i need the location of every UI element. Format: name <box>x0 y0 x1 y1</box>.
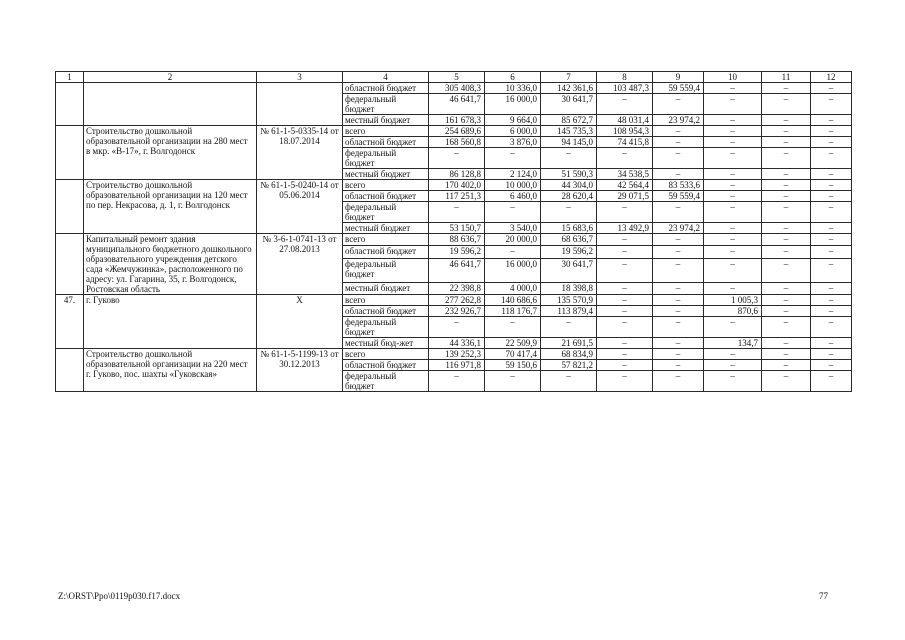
funding-source-cell: областной бюджет <box>343 360 429 371</box>
amount-cell: 16 000,0 <box>485 258 541 282</box>
amount-cell: – <box>762 148 811 169</box>
amount-cell: – <box>653 246 704 258</box>
amount-cell: 139 252,3 <box>429 349 485 360</box>
expertise-doc-cell <box>257 83 343 126</box>
row-number-cell <box>56 83 84 126</box>
amount-cell: – <box>704 360 762 371</box>
funding-source-cell: областной бюджет <box>343 137 429 148</box>
table-row <box>56 349 852 360</box>
header-cell: 9 <box>653 72 704 83</box>
funding-source-cell: областной бюджет <box>343 306 429 317</box>
amount-cell: 13 492,9 <box>597 223 653 234</box>
amount-cell: – <box>762 246 811 258</box>
amount-cell: – <box>429 202 485 223</box>
amount-cell: 22 509,9 <box>485 338 541 349</box>
amount-cell: 68 834,9 <box>541 349 597 360</box>
header-row <box>56 72 852 83</box>
amount-cell: – <box>811 258 852 282</box>
amount-cell: – <box>704 234 762 246</box>
funding-source-cell: федеральный бюджет <box>343 371 429 392</box>
amount-cell: 277 262,8 <box>429 295 485 306</box>
header-cell: 1 <box>56 72 84 83</box>
amount-cell: – <box>653 317 704 338</box>
amount-cell: – <box>762 169 811 180</box>
amount-cell: – <box>762 282 811 294</box>
row-number-cell <box>56 180 84 234</box>
amount-cell: – <box>429 371 485 392</box>
funding-source-cell: местный бюд-жет <box>343 338 429 349</box>
amount-cell: – <box>704 126 762 137</box>
amount-cell: – <box>653 202 704 223</box>
amount-cell: – <box>762 180 811 191</box>
amount-cell: – <box>653 295 704 306</box>
amount-cell: 59 150,6 <box>485 360 541 371</box>
object-name-cell: Строительство дошкольной образовательной организации на 220 мест г. Гуково, пос. шахты «Гуковская» <box>84 349 257 392</box>
amount-cell: – <box>811 115 852 126</box>
amount-cell: – <box>653 306 704 317</box>
amount-cell: 16 000,0 <box>485 94 541 115</box>
amount-cell: – <box>541 317 597 338</box>
amount-cell: 86 128,8 <box>429 169 485 180</box>
header-cell: 10 <box>704 72 762 83</box>
amount-cell: 254 689,6 <box>429 126 485 137</box>
amount-cell: 118 176,7 <box>485 306 541 317</box>
amount-cell: – <box>811 83 852 94</box>
amount-cell: – <box>762 202 811 223</box>
amount-cell: – <box>653 137 704 148</box>
amount-cell: – <box>429 317 485 338</box>
amount-cell: 94 145,0 <box>541 137 597 148</box>
amount-cell: – <box>653 371 704 392</box>
amount-cell: – <box>704 246 762 258</box>
amount-cell: 232 926,7 <box>429 306 485 317</box>
amount-cell: – <box>485 246 541 258</box>
amount-cell: – <box>762 258 811 282</box>
object-name-cell: г. Гуково <box>84 295 257 349</box>
amount-cell: – <box>762 295 811 306</box>
object-name-cell: Строительство дошкольной образовательной организации на 280 мест в мкр. «В-17», г. Волгодонск <box>84 126 257 180</box>
amount-cell: – <box>811 349 852 360</box>
amount-cell: 85 672,7 <box>541 115 597 126</box>
row-number-cell <box>56 234 84 295</box>
amount-cell: – <box>811 148 852 169</box>
amount-cell: – <box>597 258 653 282</box>
table-row <box>56 180 852 191</box>
table-body <box>56 72 852 392</box>
amount-cell: – <box>653 234 704 246</box>
amount-cell: – <box>762 306 811 317</box>
amount-cell: – <box>653 126 704 137</box>
amount-cell: 117 251,3 <box>429 191 485 202</box>
amount-cell: – <box>704 180 762 191</box>
amount-cell: – <box>541 202 597 223</box>
amount-cell: – <box>811 94 852 115</box>
page-number: 77 <box>819 591 828 601</box>
object-name-cell: Капитальный ремонт здания муниципального бюджетного дошкольного образовательного учреждения детского сада «Жемчужинка», расположенного по адресу: ул. Гагарина, 35, г. Волгодонск, Ростовская область <box>84 234 257 295</box>
amount-cell: 46 641,7 <box>429 258 485 282</box>
amount-cell: – <box>811 295 852 306</box>
amount-cell: 20 000,0 <box>485 234 541 246</box>
amount-cell: – <box>704 349 762 360</box>
amount-cell: – <box>762 317 811 338</box>
funding-source-cell: областной бюджет <box>343 191 429 202</box>
amount-cell: 59 559,4 <box>653 83 704 94</box>
amount-cell: 23 974,2 <box>653 115 704 126</box>
amount-cell: – <box>762 126 811 137</box>
expertise-doc-cell: Х <box>257 295 343 349</box>
amount-cell: – <box>653 148 704 169</box>
amount-cell: 59 559,4 <box>653 191 704 202</box>
funding-source-cell: федеральный бюджет <box>343 94 429 115</box>
expertise-doc-cell: № 61-1-5-1199-13 от 30.12.2013 <box>257 349 343 392</box>
amount-cell: 3 876,0 <box>485 137 541 148</box>
funding-source-cell: областной бюджет <box>343 83 429 94</box>
amount-cell: 30 641,7 <box>541 94 597 115</box>
header-cell: 6 <box>485 72 541 83</box>
amount-cell: – <box>485 148 541 169</box>
amount-cell: 142 361,6 <box>541 83 597 94</box>
amount-cell: – <box>811 169 852 180</box>
amount-cell: – <box>597 295 653 306</box>
amount-cell: – <box>653 94 704 115</box>
amount-cell: 9 664,0 <box>485 115 541 126</box>
amount-cell: – <box>597 234 653 246</box>
amount-cell: – <box>653 338 704 349</box>
amount-cell: – <box>597 202 653 223</box>
amount-cell: 3 540,0 <box>485 223 541 234</box>
amount-cell: 10 000,0 <box>485 180 541 191</box>
amount-cell: – <box>762 338 811 349</box>
amount-cell: – <box>704 137 762 148</box>
header-cell: 2 <box>84 72 257 83</box>
amount-cell: 18 398,8 <box>541 282 597 294</box>
amount-cell: – <box>704 202 762 223</box>
amount-cell: – <box>704 83 762 94</box>
expertise-doc-cell: № 61-1-5-0335-14 от 18.07.2014 <box>257 126 343 180</box>
expertise-doc-cell: № 61-1-5-0240-14 от 05.06.2014 <box>257 180 343 234</box>
amount-cell: – <box>704 169 762 180</box>
amount-cell: 135 570,9 <box>541 295 597 306</box>
amount-cell: – <box>704 371 762 392</box>
amount-cell: – <box>811 246 852 258</box>
row-number-cell <box>56 349 84 392</box>
amount-cell: 68 636,7 <box>541 234 597 246</box>
amount-cell: – <box>485 371 541 392</box>
amount-cell: 103 487,3 <box>597 83 653 94</box>
amount-cell: – <box>597 338 653 349</box>
amount-cell: 34 538,5 <box>597 169 653 180</box>
amount-cell: – <box>704 148 762 169</box>
funding-source-cell: местный бюджет <box>343 115 429 126</box>
amount-cell: – <box>762 349 811 360</box>
funding-source-cell: федеральный бюджет <box>343 317 429 338</box>
amount-cell: – <box>811 360 852 371</box>
amount-cell: 46 641,7 <box>429 94 485 115</box>
amount-cell: – <box>541 148 597 169</box>
amount-cell: – <box>485 317 541 338</box>
amount-cell: – <box>597 246 653 258</box>
amount-cell: 161 678,3 <box>429 115 485 126</box>
amount-cell: – <box>704 317 762 338</box>
amount-cell: – <box>704 258 762 282</box>
amount-cell: – <box>597 148 653 169</box>
header-cell: 8 <box>597 72 653 83</box>
amount-cell: 22 398,8 <box>429 282 485 294</box>
amount-cell: 2 124,0 <box>485 169 541 180</box>
funding-source-cell: местный бюджет <box>343 223 429 234</box>
amount-cell: – <box>704 94 762 115</box>
amount-cell: – <box>811 137 852 148</box>
funding-source-cell: всего <box>343 234 429 246</box>
amount-cell: 83 533,6 <box>653 180 704 191</box>
amount-cell: – <box>653 349 704 360</box>
budget-table <box>55 71 852 392</box>
amount-cell: – <box>811 338 852 349</box>
amount-cell: – <box>811 234 852 246</box>
amount-cell: – <box>762 234 811 246</box>
amount-cell: 88 636,7 <box>429 234 485 246</box>
amount-cell: 44 336,1 <box>429 338 485 349</box>
amount-cell: 168 560,8 <box>429 137 485 148</box>
amount-cell: 23 974,2 <box>653 223 704 234</box>
funding-source-cell: федеральный бюджет <box>343 258 429 282</box>
amount-cell: 10 336,0 <box>485 83 541 94</box>
expertise-doc-cell: № 3-6-1-0741-13 от 27.08.2013 <box>257 234 343 295</box>
header-cell: 11 <box>762 72 811 83</box>
amount-cell: – <box>704 191 762 202</box>
footer-file-path: Z:\ORST\Ppo\0119p030.f17.docx <box>58 591 181 601</box>
funding-source-cell: всего <box>343 349 429 360</box>
amount-cell: 108 954,3 <box>597 126 653 137</box>
amount-cell: – <box>811 126 852 137</box>
amount-cell: – <box>653 282 704 294</box>
funding-source-cell: всего <box>343 180 429 191</box>
amount-cell: 113 879,4 <box>541 306 597 317</box>
amount-cell: 42 564,4 <box>597 180 653 191</box>
header-cell: 4 <box>343 72 429 83</box>
funding-source-cell: местный бюджет <box>343 282 429 294</box>
amount-cell: – <box>597 306 653 317</box>
amount-cell: 21 691,5 <box>541 338 597 349</box>
funding-source-cell: областной бюджет <box>343 246 429 258</box>
amount-cell: 74 415,8 <box>597 137 653 148</box>
amount-cell: – <box>597 349 653 360</box>
row-number-cell <box>56 126 84 180</box>
amount-cell: – <box>704 115 762 126</box>
amount-cell: – <box>429 148 485 169</box>
amount-cell: – <box>762 191 811 202</box>
header-cell: 3 <box>257 72 343 83</box>
amount-cell: – <box>811 282 852 294</box>
header-cell: 12 <box>811 72 852 83</box>
amount-cell: – <box>762 83 811 94</box>
object-name-cell <box>84 83 257 126</box>
header-cell: 5 <box>429 72 485 83</box>
amount-cell: – <box>597 360 653 371</box>
amount-cell: – <box>811 191 852 202</box>
amount-cell: – <box>653 360 704 371</box>
amount-cell: – <box>485 202 541 223</box>
amount-cell: – <box>597 282 653 294</box>
amount-cell: – <box>597 317 653 338</box>
amount-cell: – <box>762 371 811 392</box>
amount-cell: – <box>811 306 852 317</box>
amount-cell: – <box>811 180 852 191</box>
funding-source-cell: всего <box>343 295 429 306</box>
funding-source-cell: всего <box>343 126 429 137</box>
table-row <box>56 295 852 306</box>
amount-cell: – <box>762 94 811 115</box>
object-name-cell: Строительство дошкольной образовательной организации на 120 мест по пер. Некрасова, д. 1, г. Волгодонск <box>84 180 257 234</box>
amount-cell: 140 686,6 <box>485 295 541 306</box>
funding-source-cell: федеральный бюджет <box>343 148 429 169</box>
amount-cell: 6 000,0 <box>485 126 541 137</box>
amount-cell: 305 408,3 <box>429 83 485 94</box>
amount-cell: – <box>811 202 852 223</box>
amount-cell: 134,7 <box>704 338 762 349</box>
table-row <box>56 234 852 246</box>
amount-cell: – <box>762 360 811 371</box>
amount-cell: 870,6 <box>704 306 762 317</box>
amount-cell: 53 150,7 <box>429 223 485 234</box>
amount-cell: – <box>704 282 762 294</box>
amount-cell: 145 735,3 <box>541 126 597 137</box>
amount-cell: 70 417,4 <box>485 349 541 360</box>
amount-cell: 15 683,6 <box>541 223 597 234</box>
amount-cell: – <box>811 317 852 338</box>
amount-cell: 170 402,0 <box>429 180 485 191</box>
amount-cell: 19 596,2 <box>429 246 485 258</box>
amount-cell: 28 620,4 <box>541 191 597 202</box>
amount-cell: – <box>704 223 762 234</box>
amount-cell: – <box>762 223 811 234</box>
amount-cell: 51 590,3 <box>541 169 597 180</box>
amount-cell: 48 031,4 <box>597 115 653 126</box>
amount-cell: – <box>811 223 852 234</box>
funding-source-cell: федеральный бюджет <box>343 202 429 223</box>
amount-cell: – <box>597 371 653 392</box>
amount-cell: – <box>811 371 852 392</box>
amount-cell: 4 000,0 <box>485 282 541 294</box>
amount-cell: – <box>653 258 704 282</box>
amount-cell: – <box>653 169 704 180</box>
amount-cell: 29 071,5 <box>597 191 653 202</box>
header-cell: 7 <box>541 72 597 83</box>
amount-cell: 116 971,8 <box>429 360 485 371</box>
table-row <box>56 126 852 137</box>
amount-cell: – <box>762 137 811 148</box>
amount-cell: – <box>541 371 597 392</box>
funding-source-cell: местный бюджет <box>343 169 429 180</box>
amount-cell: 1 005,3 <box>704 295 762 306</box>
amount-cell: 57 821,2 <box>541 360 597 371</box>
amount-cell: 6 460,0 <box>485 191 541 202</box>
amount-cell: 44 304,0 <box>541 180 597 191</box>
row-number-cell: 47. <box>56 295 84 349</box>
amount-cell: – <box>597 94 653 115</box>
table-row <box>56 83 852 94</box>
amount-cell: 30 641,7 <box>541 258 597 282</box>
amount-cell: 19 596,2 <box>541 246 597 258</box>
amount-cell: – <box>762 115 811 126</box>
